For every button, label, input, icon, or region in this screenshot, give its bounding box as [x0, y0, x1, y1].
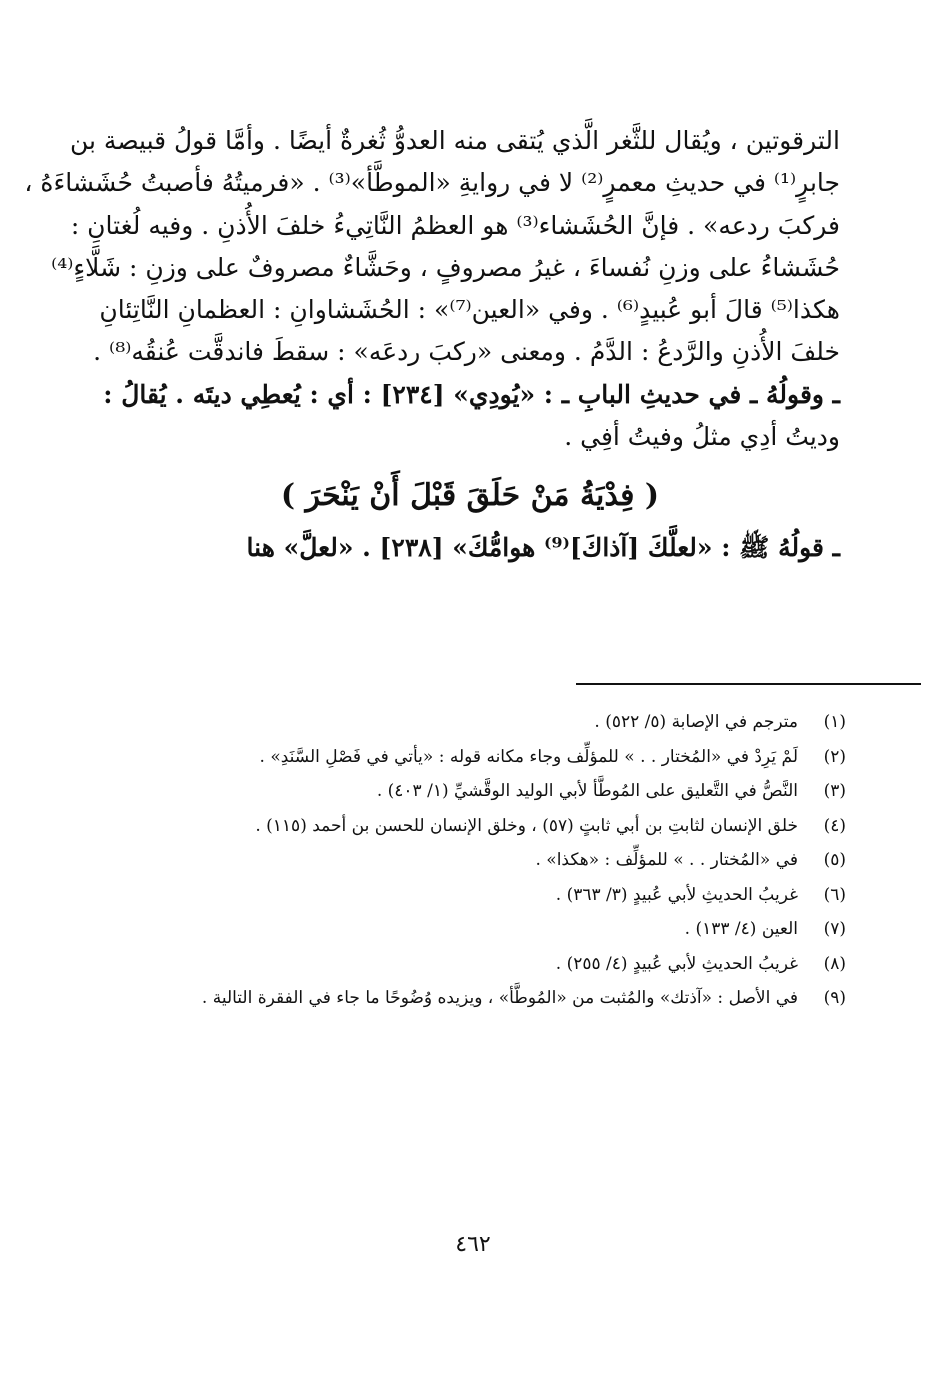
- footnote-text: خلق الإنسان لثابتِ بن أبي ثابتٍ (٥٧) ، وخلق الإنسان للحسن بن أحمد (١١٥) .: [255, 815, 798, 836]
- footnote: [106, 712, 846, 747]
- footnote-text: النَّصُّ في التَّعليق على المُوطَّأ لأبي الوليد الوقَّشيِّ (١/ ٤٠٣) .: [376, 781, 798, 801]
- body-line: وديتُ أدِي مثلُ وفيتُ أفِي .: [564, 421, 840, 451]
- footnote: [106, 747, 846, 782]
- footnote: [106, 816, 846, 851]
- footnote: [106, 988, 846, 1023]
- body-line: حُشَشاءُ على وزنِ نُفساءَ ، غيرُ مصروفٍ ، وحَشَّاءٌ مصروفٌ على وزنِ : شَلَّاءٍ⁽⁴⁾: [51, 252, 840, 282]
- footnote-number: (٨): [823, 953, 846, 974]
- footnote-number: (٧): [823, 919, 846, 939]
- footnote-number: (١): [823, 712, 846, 732]
- footnote-number: (٦): [823, 884, 846, 905]
- footnote: [106, 919, 846, 954]
- body-line: هكذا⁽⁵⁾ قالَ أبو عُبيدٍ⁽⁶⁾ . وفي «العين⁽⁷⁾» : الحُشَشاوانِ : العظمانِ النَّاتِئانِ: [99, 295, 840, 324]
- footnote-separator: [576, 683, 921, 685]
- body-line: الترقوتين ، ويُقال للثَّغر الَّذي يُتقى منه العدوُّ ثُغرةٌ أيضًا . وأمَّا قولُ قبيصة بن: [70, 126, 840, 155]
- footnote: [106, 781, 846, 816]
- footnote: [106, 885, 846, 920]
- body-paragraph: [24, 120, 840, 458]
- body-paragraph: [100, 527, 840, 569]
- footnote-number: (٢): [823, 746, 846, 767]
- body-line: جابرٍ⁽¹⁾ في حديثِ معمرٍ⁽²⁾ لا في روايةِ «الموطَّأ»⁽³⁾ . «فرميتُهُ فأصبتُ حُشَشاءَهُ ،: [24, 168, 840, 198]
- footnote-number: (٣): [823, 781, 846, 801]
- footnote-number: (٩): [823, 988, 846, 1008]
- body-line: فركبَ ردعه» . فإنَّ الحُشَشاء⁽³⁾ هو العظمُ النَّاتِيءُ خلفَ الأُذنِ . وفيه لُغتانِ :: [70, 210, 840, 240]
- body-line: ـ وقولُهُ ـ في حديثِ البابِ ـ : «يُودِي» [٢٣٤] : أي : يُعطِي ديتَه . يُقالُ :: [103, 379, 840, 409]
- body-line: خلفَ الأُذنِ والرَّدعُ : الدَّمُ . ومعنى «ركبَ ردعَه» : سقطَ فاندقَّت عُنقُه⁽⁸⁾ .: [93, 337, 840, 367]
- footnote: [106, 954, 846, 989]
- footnote-text: لَمْ يَرِدْ في «المُختار . . » للمؤلِّف وجاء مكانه قوله : «يأتي في فَصْلِ السَّنَدِ» .: [259, 746, 798, 767]
- footnote-text: في الأصل : «آذتك» والمُثبت من «المُوطَّأ» ، ويزيده وُضُوحًا ما جاء في الفقرة التالية .: [201, 988, 798, 1008]
- footnote-text: العين (٤/ ١٣٣) .: [684, 919, 798, 939]
- main-text-block: [24, 120, 840, 569]
- section-heading: ( فِدْيَةُ مَنْ حَلَقَ قَبْلَ أَنْ يَنْحَرَ ): [280, 478, 660, 513]
- footnote-text: غريبُ الحديثِ لأبي عُبيدٍ (٣/ ٣٦٣) .: [555, 884, 798, 905]
- footnote-text: مترجم في الإصابة (٥/ ٥٢٢) .: [594, 712, 798, 732]
- body-line: ـ قولُهُ ﷺ : «لعلَّكَ [آذاكَ]⁽⁹⁾ هوامُّكَ» [٢٣٨] . «لعلَّ» هنا: [246, 533, 840, 562]
- footnotes: [106, 712, 846, 1023]
- footnote-number: (٤): [823, 815, 846, 836]
- footnote: [106, 850, 846, 885]
- page-number: ٤٦٢: [455, 1232, 491, 1257]
- footnote-text: في «المُختار . . » للمؤلِّف : «هكذا» .: [535, 850, 798, 870]
- footnote-text: غريبُ الحديثِ لأبي عُبيدٍ (٤/ ٢٥٥) .: [555, 953, 798, 974]
- footnote-number: (٥): [823, 850, 846, 870]
